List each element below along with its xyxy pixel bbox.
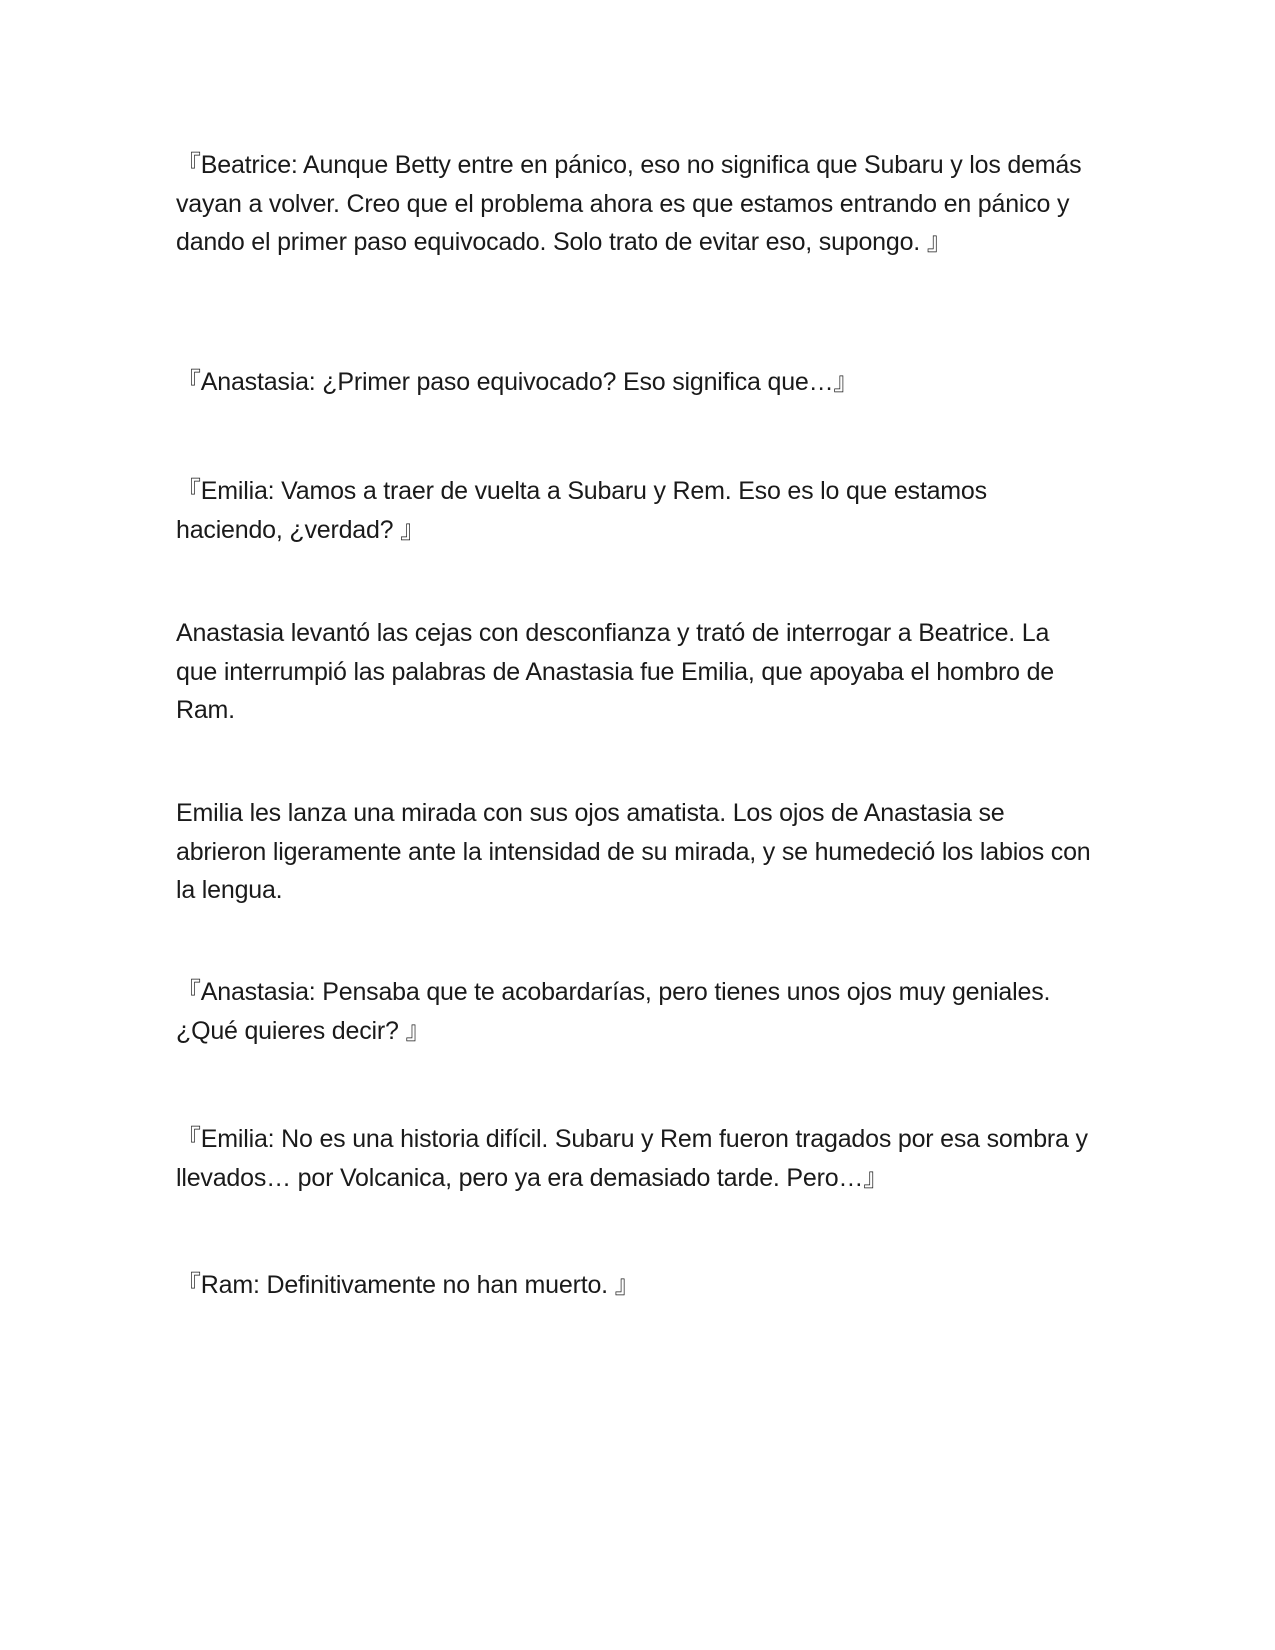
paragraph-anastasia-reply: 『Anastasia: Pensaba que te acobardarías, pero tienes unos ojos muy geniales. ¿Qué quieres decir? 』 <box>176 978 1051 1045</box>
paragraph-beatrice-line: 『Beatrice: Aunque Betty entre en pánico, eso no significa que Subaru y los demás vayan a volver. Creo que el problema ahora es que estamos entrando en pánico y dando el primer paso equivocado. Solo trato de evitar eso, supongo. 』 <box>176 151 1082 256</box>
paragraph-narration-2: Emilia les lanza una mirada con sus ojos amatista. Los ojos de Anastasia se abrieron ligeramente ante la intensidad de su mirada, y se humedeció los labios con la lengua. <box>176 799 1091 904</box>
paragraph-narration-1: Anastasia levantó las cejas con desconfianza y trató de interrogar a Beatrice. La que interrumpió las palabras de Anastasia fue Emilia, que apoyaba el hombro de Ram. <box>176 619 1055 724</box>
paragraph-emilia-explanation: 『Emilia: No es una historia difícil. Subaru y Rem fueron tragados por esa sombra y llevados… por Volcanica, pero ya era demasiado tarde. Pero…』 <box>176 1125 1088 1192</box>
paragraph-anastasia-question: 『Anastasia: ¿Primer paso equivocado? Eso significa que…』 <box>176 368 859 396</box>
paragraph-ram-line: 『Ram: Definitivamente no han muerto. 』 <box>176 1271 640 1299</box>
paragraph-emilia-line: 『Emilia: Vamos a traer de vuelta a Subaru y Rem. Eso es lo que estamos haciendo, ¿verdad? 』 <box>176 477 987 544</box>
